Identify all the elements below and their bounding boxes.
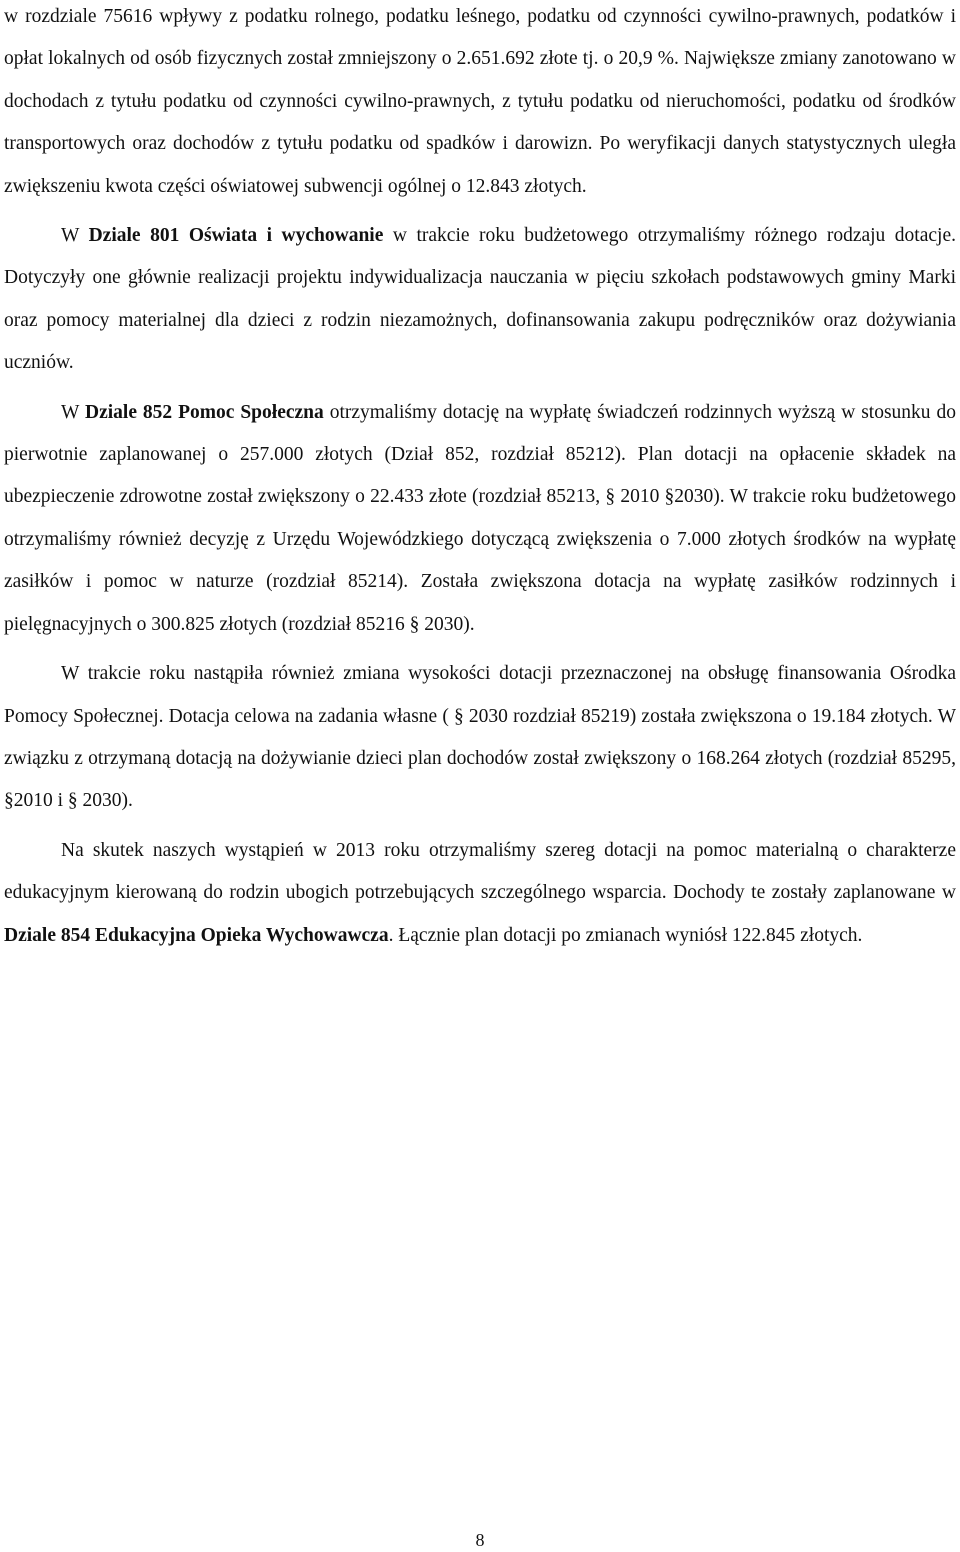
text-run: Na skutek naszych wystąpień w 2013 roku otrzymaliśmy szereg dotacji na pomoc materialną o charakterze edukacyjnym kierowaną do rodzin ubogich potrzebujących szczególnego wsparcia. Dochody te zostały zaplanowane w — [4, 839, 956, 904]
text-run: W — [61, 225, 89, 247]
document-page — [4, 0, 956, 957]
paragraph-revenue-changes — [4, 0, 956, 208]
text-run: otrzymaliśmy dotację na wypłatę świadczeń rodzinnych wyższą w stosunku do pierwotnie zaplanowanej o 257.000 złotych (Dział 852, rozdział 85212). Plan dotacji na opłacenie składek na ubezpieczenie zdrowotne został zwiększony o 22.433 złote (rozdział 85213, § 2010 §2030). W trakcie roku budżetowego otrzymaliśmy również decyzję z Urzędu Wojewódzkiego dotyczącą zwiększenia o 7.000 złotych środków na wypłatę zasiłków i pomoc w naturze (rozdział 85214). Została zwiększona dotacja na wypłatę zasiłków rodzinnych i pielęgnacyjnych o 300.825 złotych (rozdział 85216 § 2030). — [4, 401, 956, 635]
section-heading-dzial-801: Dziale 801 Oświata i wychowanie — [88, 225, 384, 247]
text-run: W — [61, 401, 85, 423]
paragraph-dzial-854 — [4, 830, 956, 957]
text-run: w rozdziale 75616 wpływy z podatku rolnego, podatku leśnego, podatku od czynności cywilno-prawnych, podatków i opłat lokalnych od osób fizycznych został zmniejszony o 2.651.692 złote tj. o 20,9 %. Największe zmiany zanotowano w dochodach z tytułu podatku od czynności cywilno-prawnych, z tytułu podatku od nieruchomości, podatku od środków transportowych oraz dochodów z tytułu podatku od spadków i darowizn. Po weryfikacji danych statystycznych uległa zwiększeniu kwota części oświatowej subwencji ogólnej o 12.843 złotych. — [4, 6, 956, 197]
paragraph-ops-subsidy — [4, 653, 956, 823]
section-heading-dzial-854: Dziale 854 Edukacyjna Opieka Wychowawcza — [4, 924, 389, 946]
text-run: . Łącznie plan dotacji po zmianach wyniósł 122.845 złotych. — [388, 924, 863, 946]
page-number: 8 — [475, 1530, 485, 1550]
text-run: W trakcie roku nastąpiła również zmiana wysokości dotacji przeznaczonej na obsługę finansowania Ośrodka Pomocy Społecznej. Dotacja celowa na zadania własne ( § 2030 rozdział 85219) została zwiększona o 19.184 złotych. W związku z otrzymaną dotacją na dożywianie dzieci plan dochodów został zwiększony o 168.264 złotych (rozdział 85295, §2010 i § 2030). — [4, 663, 956, 812]
paragraph-dzial-852 — [4, 392, 956, 646]
text-run: w trakcie roku budżetowego otrzymaliśmy różnego rodzaju dotacje. Dotyczyły one głównie realizacji projektu indywidualizacja nauczania w pięciu szkołach podstawowych gminy Marki oraz pomocy materialnej dla dzieci z rodzin niezamożnych, dofinansowania zakupu podręczników oraz dożywiania uczniów. — [4, 225, 956, 374]
section-heading-dzial-852: Dziale 852 Pomoc Społeczna — [85, 401, 324, 423]
paragraph-dzial-801 — [4, 215, 956, 385]
